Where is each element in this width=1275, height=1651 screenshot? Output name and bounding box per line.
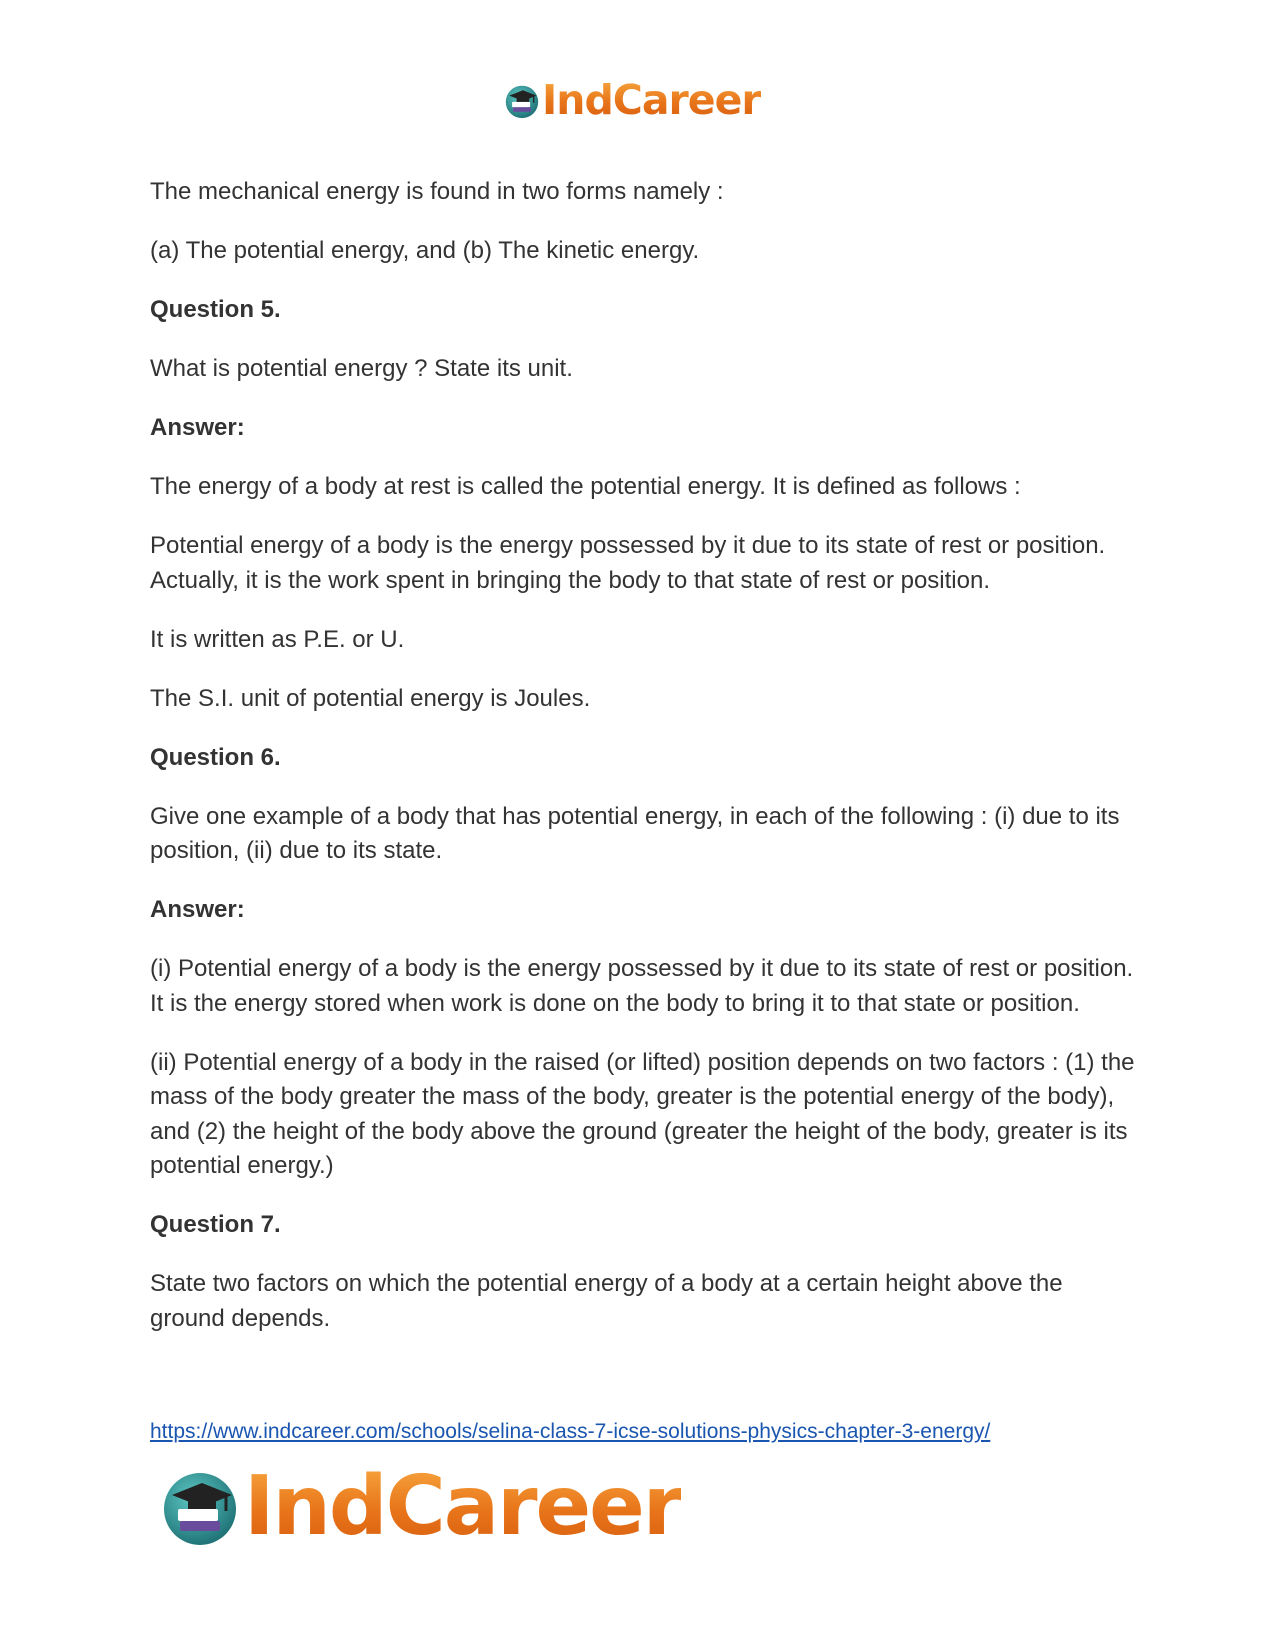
header-logo: [504, 76, 761, 124]
graduation-cap-icon: [504, 83, 540, 119]
paragraph: (a) The potential energy, and (b) The kinetic energy.: [150, 237, 700, 264]
paragraph: Potential energy of a body is the energy possessed by it due to its state of rest or position. Actually, it is the work spent in bringing the body to that state of rest or position.: [150, 532, 1106, 594]
question-heading: Question 7.: [150, 1211, 281, 1238]
paragraph: What is potential energy ? State its unit.: [150, 355, 573, 382]
footer-logo: [160, 1459, 682, 1554]
paragraph: The S.I. unit of potential energy is Joules.: [150, 684, 591, 712]
document-body: [150, 175, 1140, 1361]
paragraph: The mechanical energy is found in two forms namely :: [150, 178, 724, 205]
paragraph: (ii) Potential energy of a body in the raised (or lifted) position depends on two factors : (1) the mass of the body greater the mass of the body, greater is the potential energy of the body), and (2) the height of the body above the ground (greater the height of the body, greater is its potential energy.): [150, 1048, 1135, 1179]
paragraph: It is written as P.E. or U.: [150, 625, 405, 653]
question-heading: Question 5.: [150, 296, 281, 323]
answer-heading: Answer:: [150, 414, 245, 441]
source-link[interactable]: https://www.indcareer.com/schools/selina-class-7-icse-solutions-physics-chapter-3-energy/: [150, 1420, 991, 1443]
logo-wordmark: IndCareer: [244, 1459, 682, 1554]
paragraph: The energy of a body at rest is called the potential energy. It is defined as follows :: [150, 473, 1021, 500]
graduation-cap-icon: [160, 1467, 240, 1547]
logo-wordmark: IndCareer: [542, 76, 761, 124]
question-heading: Question 6.: [150, 743, 281, 771]
paragraph: Give one example of a body that has potential energy, in each of the following : (i) due to its position, (ii) due to its state.: [150, 802, 1120, 864]
paragraph: (i) Potential energy of a body is the energy possessed by it due to its state of rest or position. It is the energy stored when work is done on the body to bring it to that state or position.: [150, 955, 1134, 1017]
paragraph: State two factors on which the potential energy of a body at a certain height above the ground depends.: [150, 1270, 1063, 1332]
answer-heading: Answer:: [150, 896, 245, 923]
